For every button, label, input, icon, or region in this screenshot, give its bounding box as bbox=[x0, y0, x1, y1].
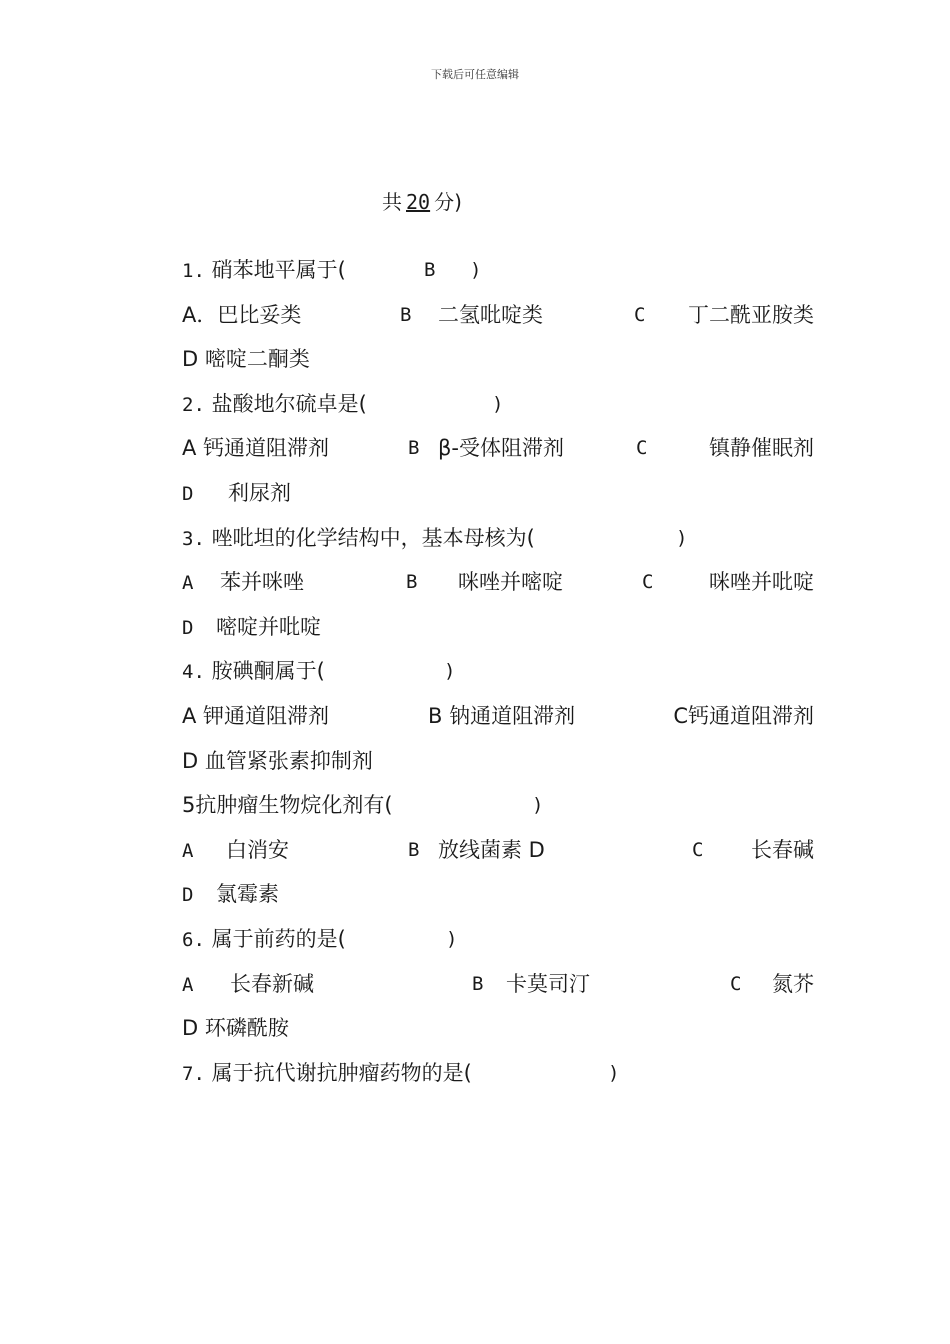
option-d: 氯霉素 bbox=[216, 882, 279, 907]
option-c: 镇静催眠剂 bbox=[709, 436, 814, 461]
page-header: 下载后可任意编辑 bbox=[431, 68, 519, 81]
option-c: 丁二酰亚胺类 bbox=[688, 302, 814, 327]
question-3-options: A 苯并咪唑 B 咪唑并嘧啶 C 咪唑并吡啶 bbox=[182, 566, 822, 611]
question-4-option-d bbox=[182, 745, 822, 790]
option-b: 卡莫司汀 bbox=[506, 971, 590, 996]
section-prefix: 共 bbox=[382, 190, 402, 214]
option-a: 苯并咪唑 bbox=[220, 570, 304, 595]
section-points: 20 bbox=[406, 190, 431, 214]
option-b: 二氢吡啶类 bbox=[438, 302, 543, 327]
option-a: 长春新碱 bbox=[230, 971, 314, 996]
question-3-stem: 3. 唑吡坦的化学结构中，基本母核为( ) bbox=[182, 525, 688, 550]
question-1-stem: 1. 硝苯地平属于( B ) bbox=[182, 254, 822, 299]
option-b: B 钠通道阻滞剂 bbox=[428, 703, 576, 728]
option-d: D 嘧啶二酮类 bbox=[182, 347, 310, 372]
question-6-option-d bbox=[182, 1012, 822, 1057]
option-b: 放线菌素 D bbox=[438, 837, 545, 862]
option-a: A 钾通道阻滞剂 bbox=[182, 703, 330, 728]
option-d: 利尿剂 bbox=[228, 480, 291, 505]
option-a: 白消安 bbox=[226, 837, 289, 862]
option-c: 咪唑并吡啶 bbox=[709, 570, 814, 595]
question-6-options: A 长春新碱 B 卡莫司汀 C 氮芥 bbox=[182, 968, 822, 1013]
option-c: 氮芥 bbox=[772, 971, 814, 996]
option-d: D 血管紧张素抑制剂 bbox=[182, 748, 373, 773]
question-2-option-d: D 利尿剂 bbox=[182, 477, 822, 522]
question-5-stem: 5抗肿瘤生物烷化剂有( ) bbox=[182, 793, 544, 818]
question-1-answer: B bbox=[424, 259, 436, 281]
question-5-option-d: D 氯霉素 bbox=[182, 878, 822, 923]
option-b: 咪唑并嘧啶 bbox=[458, 570, 563, 595]
question-2-stem: 2. 盐酸地尔硫卓是( ) bbox=[182, 391, 504, 416]
question-1-option-d bbox=[182, 343, 822, 388]
question-6-stem: 6. 属于前药的是( ) bbox=[182, 926, 458, 951]
question-4-stem: 4. 胺碘酮属于( ) bbox=[182, 659, 456, 684]
question-7-stem: 7. 属于抗代谢抗肿瘤药物的是( ) bbox=[182, 1060, 620, 1085]
question-1-options: A．巴比妥类 B 二氢吡啶类 C 丁二酰亚胺类 bbox=[182, 299, 822, 344]
question-4-options bbox=[182, 700, 822, 745]
option-a: A 钙通道阻滞剂 bbox=[182, 436, 330, 461]
question-5-options: A 白消安 B 放线菌素 D C 长春碱 bbox=[182, 834, 822, 879]
question-2-options: A 钙通道阻滞剂 B β-受体阻滞剂 C 镇静催眠剂 bbox=[182, 432, 822, 477]
question-list bbox=[182, 254, 822, 1101]
option-a: A．巴比妥类 bbox=[182, 302, 302, 327]
section-title bbox=[382, 186, 462, 215]
option-b: β-受体阻滞剂 bbox=[438, 436, 564, 461]
question-3-option-d: D 嘧啶并吡啶 bbox=[182, 611, 822, 656]
option-c: 长春碱 bbox=[751, 837, 814, 862]
option-d: D 环磷酰胺 bbox=[182, 1016, 289, 1041]
option-c: C钙通道阻滞剂 bbox=[673, 703, 814, 728]
option-d: 嘧啶并吡啶 bbox=[216, 614, 321, 639]
section-suffix: 分) bbox=[434, 190, 462, 214]
